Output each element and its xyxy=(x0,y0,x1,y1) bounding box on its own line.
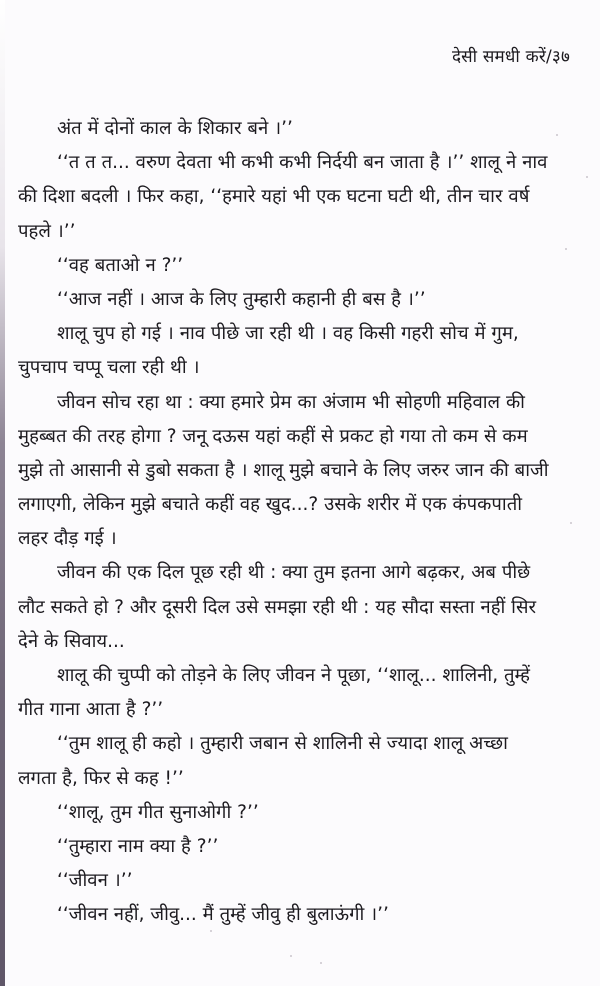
text-line: अंत में दोनों काल के शिकार बने ।’’ xyxy=(57,118,293,139)
text-line: ‘‘त त त... वरुण देवता भी कभी कभी निर्दयी बन जाता है ।’’ शालू ने नाव xyxy=(57,152,548,174)
text-line: ‘‘तुम्हारा नाम क्या है ?’’ xyxy=(57,835,219,857)
text-line: गीत गाना आता है ?’’ xyxy=(18,699,164,721)
text-line: ‘‘वह बताओ न ?’’ xyxy=(57,254,184,276)
text-line: ‘‘जीवन नहीं, जीवु... मैं तुम्हें जीवु ही बुलाऊंगी ।’’ xyxy=(57,904,389,926)
text-line: ‘‘तुम शालू ही कहो । तुम्हारी जबान से शालिनी से ज्यादा शालू अच्छा xyxy=(57,733,508,755)
text-line: चुपचाप चप्पू चला रही थी । xyxy=(18,357,200,379)
text-line: लहर दौड़ गई । xyxy=(18,528,117,550)
text-line: लगता है, फिर से कह !’’ xyxy=(18,767,184,789)
text-line: देने के सिवाय... xyxy=(18,630,125,652)
text-line: शालू चुप हो गई । नाव पीछे जा रही थी । वह किसी गहरी सोच में गुम, xyxy=(57,323,519,345)
scan-speckle xyxy=(290,955,292,957)
text-line: लौट सकते हो ? और दूसरी दिल उसे समझा रही थी : यह सौदा सस्ता नहीं सिर xyxy=(18,596,537,618)
text-line: की दिशा बदली । फिर कहा, ‘‘हमारे यहां भी एक घटना घटी थी, तीन चार वर्ष xyxy=(18,186,530,208)
scan-speckle xyxy=(320,962,322,964)
text-line: जीवन की एक दिल पूछ रही थी : क्या तुम इतना आगे बढ़कर, अब पीछे xyxy=(57,562,531,584)
text-line: ‘‘शालू, तुम गीत सुनाओगी ?’’ xyxy=(57,801,259,823)
text-line: लगाएगी, लेकिन मुझे बचाते कहीं वह खुद...? उसके शरीर में एक कंपकपाती xyxy=(18,494,523,516)
text-line: ‘‘आज नहीं । आज के लिए तुम्हारी कहानी ही बस है ।’’ xyxy=(57,288,426,310)
page-body-text xyxy=(18,112,573,933)
text-line: पहले ।’’ xyxy=(18,220,76,242)
text-line: मुहब्बत की तरह होगा ? जनू दऊस यहां कहीं से प्रकट हो गया तो कम से कम xyxy=(18,425,528,447)
text-line: मुझे तो आसानी से डुबो सकता है । शालू मुझे बचाने के लिए जरुर जान की बाजी xyxy=(18,459,549,481)
text-line: ‘‘जीवन ।’’ xyxy=(57,870,133,892)
running-head: देसी समधी करें/३७ xyxy=(451,47,570,67)
text-line: जीवन सोच रहा था : क्या हमारे प्रेम का अंजाम भी सोहणी महिवाल की xyxy=(57,391,525,413)
text-line: शालू की चुप्पी को तोड़ने के लिए जीवन ने पूछा, ‘‘शालू... शालिनी, तुम्हें xyxy=(57,665,530,686)
page-binding-edge xyxy=(0,0,5,986)
scan-speckle xyxy=(586,176,588,178)
